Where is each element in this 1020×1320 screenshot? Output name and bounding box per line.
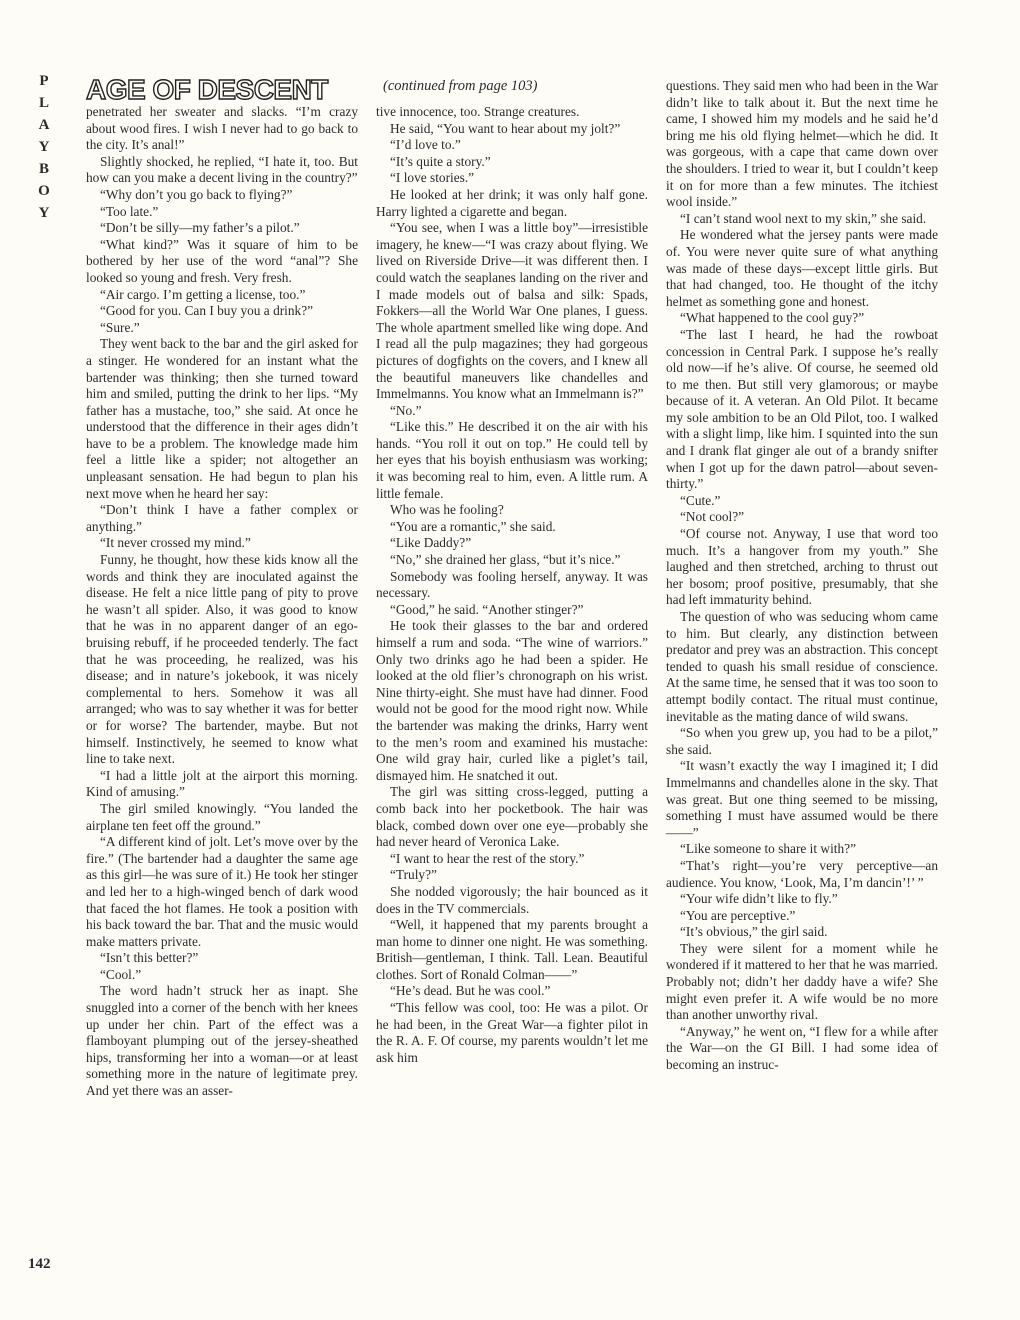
paragraph: He wondered what the jersey pants were made of. You were never quite sure of what anything was made of these days—except little girls. But that had changed, too. He thought of the itchy helmet as something gone and honest. — [666, 227, 938, 309]
paragraph: “It never crossed my mind.” — [100, 535, 251, 551]
side-letter: Y — [38, 205, 52, 221]
paragraph: “I want to hear the rest of the story.” — [390, 850, 585, 866]
paragraph: “You are perceptive.” — [680, 907, 796, 923]
page-number: 142 — [28, 1256, 51, 1272]
paragraph: questions. They said men who had been in the War didn’t like to talk about it. But the next time he came, I showed him my models and he said he’d bring me his old flying helmet—which he did. It was gorgeous, with a cape that came down over the shoulders. I tried to wear it, but I couldn’t keep it on for more than a few minutes. The itchiest wool inside.” — [666, 78, 938, 210]
paragraph: “That’s right—you’re very perceptive—an audience. You know, ‘Look, Ma, I’m dancin’!’ ” — [666, 857, 938, 890]
text-column-2 — [376, 104, 648, 1066]
paragraph: “You are a romantic,” she said. — [390, 518, 556, 534]
paragraph: “Anyway,” he went on, “I flew for a while after the War—on the GI Bill. I had some idea of becoming an instruc- — [666, 1023, 938, 1073]
side-letter: A — [38, 117, 52, 133]
paragraph: “The last I heard, he had the rowboat concession in Central Park. I suppose he’s really old now—if he’s alive. Of course, he seemed old to me then. But still very glamorous; or maybe because of it. A veteran. An Old Pilot. It became my sole ambition to be an Old Pilot, too. I walked with a slight limp, like him. I squinted into the sun and I drank flat ginger ale out of a brandy snifter when I got up for the dawn patrol—about seven-thirty.” — [666, 326, 938, 492]
paragraph: “I’d love to.” — [390, 137, 461, 153]
paragraph: “A different kind of jolt. Let’s move over by the fire.” (The bartender had a daughter the same age as this girl—he was sure of it.) He took her stinger and led her to a high-winged bench of dark wood that faced the hot flames. He took a position with his back toward the bar. That and the music would make matters private. — [86, 834, 358, 949]
paragraph: “Your wife didn’t like to fly.” — [680, 891, 838, 907]
side-letter: L — [38, 95, 51, 111]
paragraph: “What happened to the cool guy?” — [680, 310, 865, 326]
paragraph: “Good,” he said. “Another stinger?” — [390, 601, 584, 617]
paragraph: “No,” she drained her glass, “but it’s nice.” — [390, 552, 621, 568]
paragraph: “You see, when I was a little boy”—irresistible imagery, he knew—“I was crazy about flying. We lived on Riverside Drive—it was different then. I could watch the seaplanes landing on the river and I made models out of balsa and silk: Spads, Fokkers—all the World War One planes, I guess. The whole apartment smelled like wing dope. And I read all the pulp magazines; they had gorgeous pictures of dogfights on the covers, and I knew all the beautiful maneuvers like chandelles and Immelmanns. You know what an Immelmann is?” — [376, 220, 648, 402]
paragraph: “Isn’t this better?” — [100, 950, 199, 966]
paragraph: “Good for you. Can I buy you a drink?” — [100, 303, 314, 319]
paragraph: He took their glasses to the bar and ordered himself a rum and soda. “The wine of warriors.” Only two drinks ago he had been a spider. He looked at the old flier’s chronograph on his wrist. Nine thirty-eight. She must have had dinner. Food would not be good for the mood right now. While the bartender was making the drinks, Harry went to the men’s room and examined his mustache: One wild gray hair, curled like a piglet’s tail, dismayed him. He snatched it out. — [376, 618, 648, 783]
paragraph: They went back to the bar and the girl asked for a stinger. He wondered for an instant what the bartender was thinking; then she turned toward him and smiled, putting the drink to her lips. “My father has a mustache, too,” she said. At once he understood that the difference in their ages didn’t have to be a problem. The knowledge made him feel a little like a spider; not altogether an unpleasant sensation. He had begun to plan his next move when he heard her say: — [86, 336, 358, 501]
paragraph: “Not cool?” — [680, 509, 745, 525]
paragraph: “Don’t be silly—my father’s a pilot.” — [100, 220, 300, 236]
paragraph: He looked at her drink; it was only half gone. Harry lighted a cigarette and began. — [376, 186, 648, 219]
paragraph: “This fellow was cool, too: He was a pilot. Or he had been, in the Great War—a fighter pilot in the R. A. F. Of course, my parents wouldn’t let me ask him — [376, 1000, 648, 1065]
side-letter: Y — [38, 139, 52, 155]
paragraph: Funny, he thought, how these kids know all the words and think they are inoculated against the disease. He felt a nice little pang of pity to prove he wasn’t all spider. Also, it was good to know that he was in no apparent danger of an ego-bruising rebuff, if he proceeded tenderly. The fact that he was proceeding, he realized, was his disease; and in nature’s jokebook, it was nicely complemental to hers. Somehow it was all arranged; who was to say whether it was for better or for worse? The bartender, maybe. But not himself. Instinctively, he seemed to know what line to take next. — [86, 552, 358, 767]
paragraph: “Truly?” — [390, 867, 437, 883]
side-letter: P — [39, 73, 51, 89]
paragraph: “Don’t think I have a father complex or anything.” — [86, 502, 358, 534]
paragraph: “Like Daddy?” — [390, 535, 472, 551]
text-column-1 — [86, 104, 358, 1100]
article-header — [86, 72, 328, 108]
paragraph: The girl smiled knowingly. “You landed the airplane ten feet off the ground.” — [86, 800, 358, 833]
paragraph: She nodded vigorously; the hair bounced as it does in the TV commercials. — [376, 883, 648, 916]
paragraph: “It’s obvious,” the girl said. — [680, 924, 828, 940]
paragraph: “Too late.” — [100, 203, 159, 219]
side-letter: B — [38, 161, 51, 177]
continued-note: (continued from page 103) — [383, 78, 538, 94]
paragraph: “Of course not. Anyway, I use that word too much. It’s a hangover from my youth.” She laughed and then stretched, arching to thrust out her bosom; proof positive, presumably, that she had left immaturity behind. — [666, 526, 938, 608]
paragraph: “Like someone to share it with?” — [680, 841, 857, 857]
side-letter: O — [38, 183, 52, 199]
paragraph: penetrated her sweater and slacks. “I’m crazy about wood fires. I wish I never had to go back to the city. It’s anal!” — [86, 104, 358, 153]
paragraph: “Cool.” — [100, 966, 142, 982]
paragraph: Who was he fooling? — [390, 502, 504, 518]
paragraph: “I love stories.” — [390, 170, 475, 186]
paragraph: Somebody was fooling herself, anyway. It was necessary. — [376, 568, 648, 601]
paragraph: tive innocence, too. Strange creatures. — [376, 104, 580, 119]
paragraph: The girl was sitting cross-legged, putting a comb back into her pocketbook. The hair was black, combed down over one eye—probably she had never heard of Veronica Lake. — [376, 784, 648, 850]
paragraph: “It’s quite a story.” — [390, 153, 491, 169]
paragraph: “So when you grew up, you had to be a pilot,” she said. — [666, 725, 938, 757]
paragraph: “Cute.” — [680, 492, 721, 508]
paragraph: “I can’t stand wool next to my skin,” she said. — [680, 210, 927, 226]
paragraph: The word hadn’t struck her as inapt. She snuggled into a corner of the bench with her knees up under her chin. Part of the effect was a flamboyant plumping out of the jersey-sheathed hips, transforming her into a woman—or at least something more in the nature of legitimate prey. And yet there was an asser- — [86, 983, 358, 1099]
paragraph: “It wasn’t exactly the way I imagined it; I did Immelmanns and chandelles alone in the sky. That was great. But one thing seemed to be missing, something I must have assumed would be there——” — [666, 758, 938, 840]
paragraph: “He’s dead. But he was cool.” — [390, 983, 551, 999]
paragraph: “Well, it happened that my parents brought a man home to dinner one night. He was something. British—gentleman, I think. Tall. Lean. Beautiful clothes. Sort of Ronald Colman——” — [376, 917, 648, 982]
paragraph: “Air cargo. I’m getting a license, too.” — [100, 286, 306, 302]
paragraph: “Sure.” — [100, 319, 140, 335]
paragraph: “I had a little jolt at the airport this morning. Kind of amusing.” — [86, 767, 358, 800]
magazine-side-label — [34, 74, 56, 228]
paragraph: The question of who was seducing whom came to him. But clearly, any distinction between predator and prey was an abstraction. This concept tended to quash his small residue of conscience. At the same time, he sensed that it was too soon to attempt bodily contact. The ritual must continue, inevitable as the mating dance of wild swans. — [666, 609, 938, 724]
paragraph: Slightly shocked, he replied, “I hate it, too. But how can you make a decent living in the country?” — [86, 153, 358, 186]
paragraph: “No.” — [390, 402, 422, 418]
paragraph: They were silent for a moment while he wondered if it mattered to her that he was married. Probably not; didn’t her daddy have a wife? She might even prefer it. A wife would be no more than another unworthy rival. — [666, 940, 938, 1023]
paragraph: He said, “You want to hear about my jolt?” — [390, 120, 621, 136]
text-column-3 — [666, 78, 938, 1074]
paragraph: “Like this.” He described it on the air with his hands. “You roll it out on top.” He could tell by her eyes that his boyish enthusiasm was working; it was becoming real to him, even. A little rum. A little female. — [376, 419, 648, 501]
article-title: AGE OF DESCENT — [86, 74, 328, 105]
paragraph: “What kind?” Was it square of him to be bothered by her use of the word “anal”? She looked so young and fresh. Very fresh. — [86, 236, 358, 285]
paragraph: “Why don’t you go back to flying?” — [100, 186, 293, 202]
